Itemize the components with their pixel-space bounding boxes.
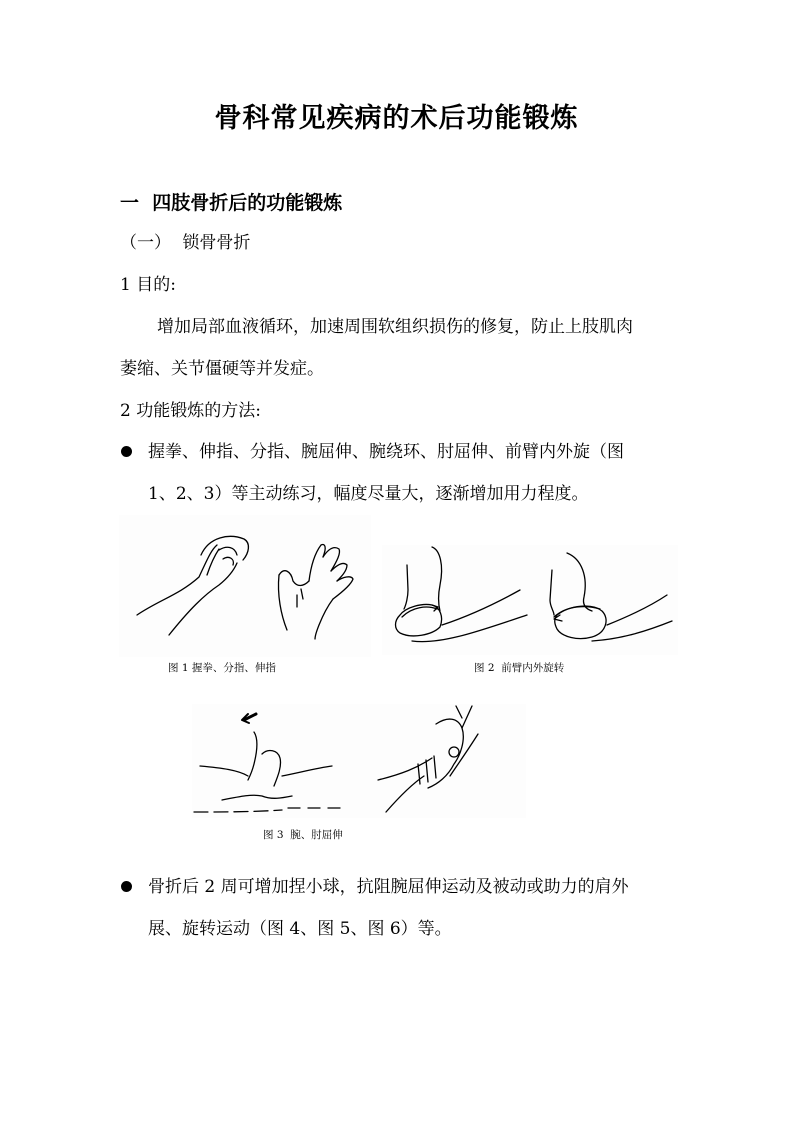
figure-1-image (119, 515, 371, 657)
figure-3-caption: 图 3 腕、肘屈伸 (263, 829, 343, 841)
hand-fist-illustration (119, 515, 371, 657)
subsection-label: （一） (120, 233, 171, 253)
subsection-title: 锁骨骨折 (182, 233, 251, 253)
bullet-2-line-2: 展、旋转运动（图 4、图 5、图 6）等。 (148, 919, 452, 939)
figure-2-image (382, 545, 678, 655)
purpose-paragraph-line-2: 萎缩、关节僵硬等并发症。 (120, 359, 324, 379)
forearm-rotation-illustration (382, 545, 678, 655)
document-title: 骨科常见疾病的术后功能锻炼 (214, 103, 579, 134)
bullet-1-line-1: 握拳、伸指、分指、腕屈伸、腕绕环、肘屈伸、前臂内外旋（图 (148, 442, 624, 462)
method-heading: 2 功能锻炼的方法: (120, 401, 261, 421)
section-heading: 一 四肢骨折后的功能锻炼 (120, 192, 343, 214)
bullet-2-line-1: 骨折后 2 周可增加捏小球，抗阻腕屈伸运动及被动或助力的肩外 (148, 877, 629, 897)
purpose-heading: 1 目的: (120, 275, 176, 295)
bullet-icon (121, 446, 132, 457)
figure-2-caption: 图 2 前臂内外旋转 (474, 662, 565, 674)
wrist-elbow-flexion-illustration (192, 704, 526, 818)
figure-1-caption: 图 1 握拳、分指、伸指 (168, 662, 276, 674)
bullet-icon (121, 881, 132, 892)
subsection-heading (120, 233, 250, 253)
bullet-1-line-2: 1、2、3）等主动练习，幅度尽量大，逐渐增加用力程度。 (148, 484, 589, 504)
purpose-paragraph-line-1: 增加局部血液循环，加速周围软组织损伤的修复，防止上肢肌肉 (157, 317, 633, 337)
figure-3-image (192, 704, 526, 818)
